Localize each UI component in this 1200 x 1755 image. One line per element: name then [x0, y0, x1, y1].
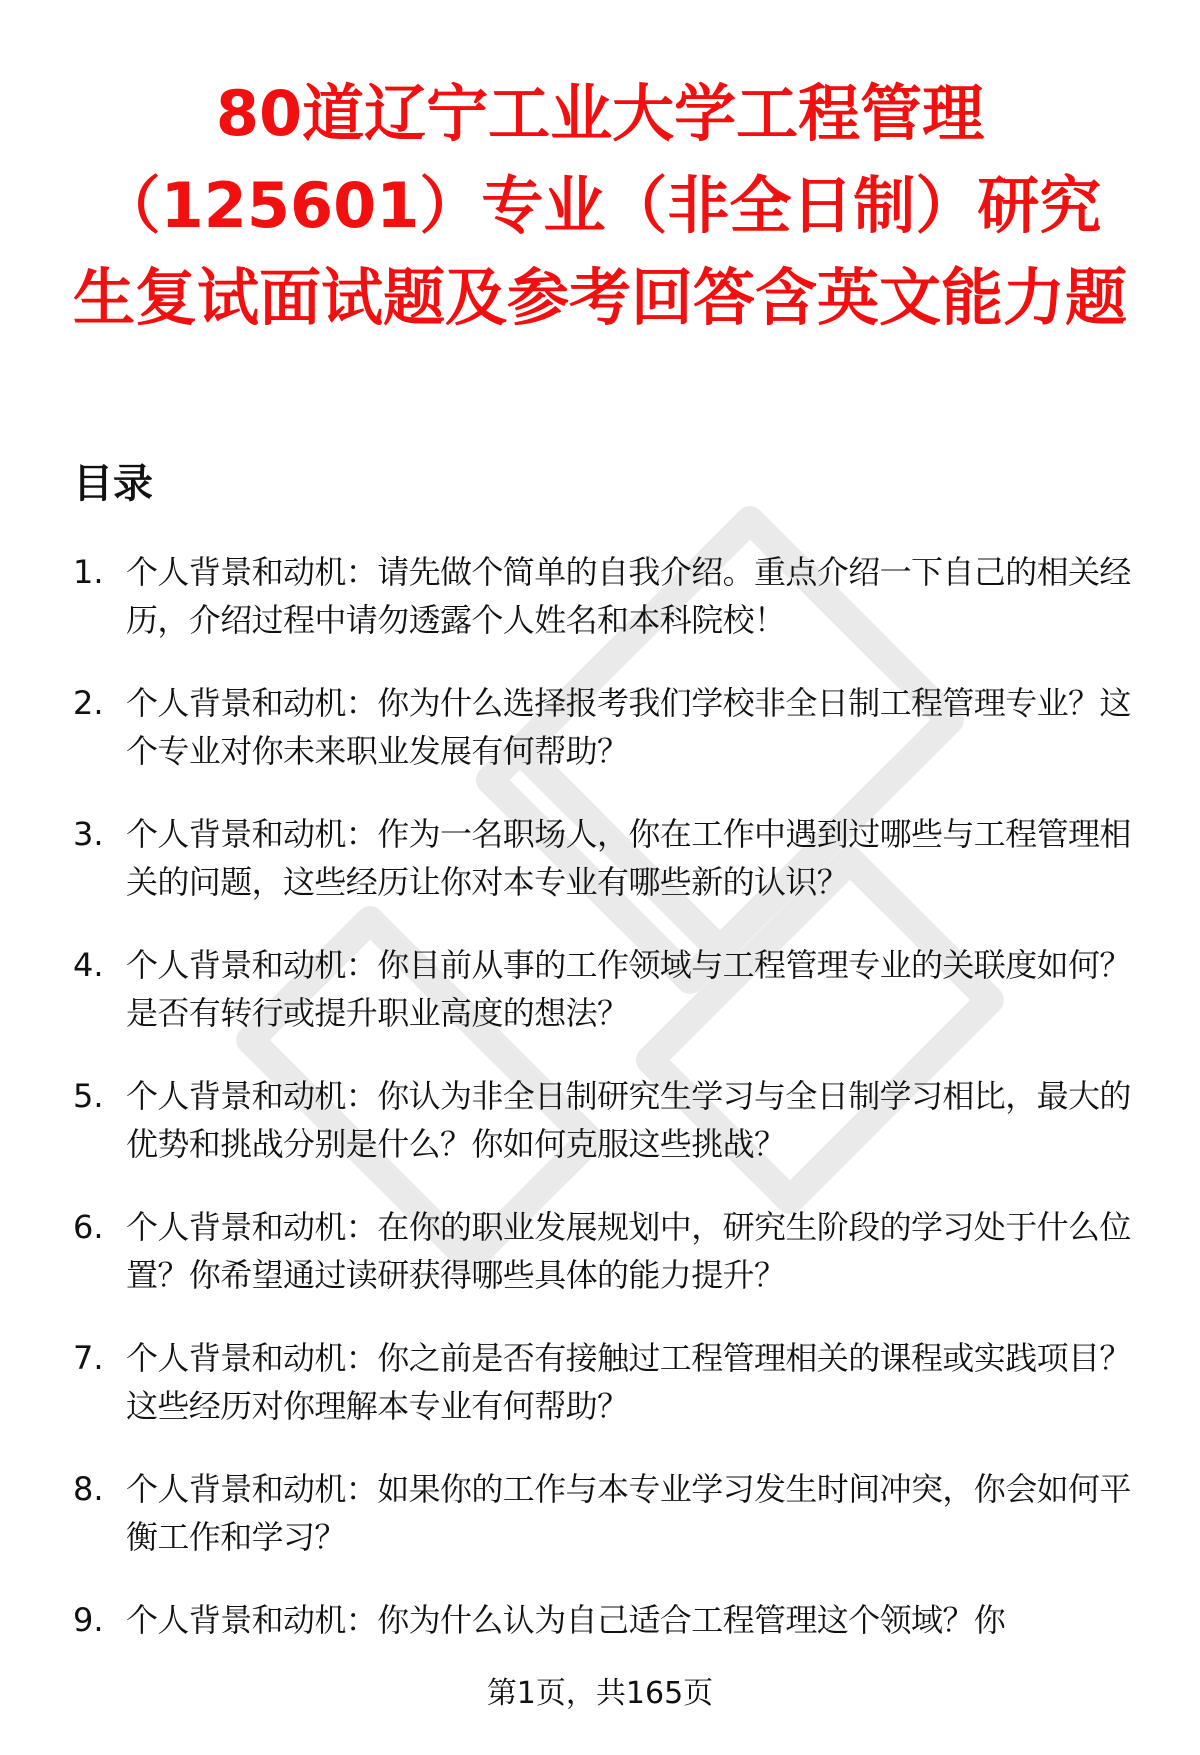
toc-item-number: 9.: [73, 1601, 104, 1639]
toc-item-text: 个人背景和动机：你为什么认为自己适合工程管理这个领域？你: [126, 1601, 1006, 1639]
toc-item-1[interactable]: [0, 548, 1200, 679]
toc-item-4[interactable]: [0, 941, 1200, 1072]
toc-item-5[interactable]: [0, 1072, 1200, 1203]
toc-item-number: 4.: [73, 946, 104, 984]
toc-item-7[interactable]: [0, 1334, 1200, 1465]
toc-item-number: 1.: [73, 553, 104, 591]
page-footer: 第1页，共165页: [486, 1676, 714, 1711]
toc-item-3[interactable]: [0, 810, 1200, 941]
toc-item-text: 个人背景和动机：作为一名职场人，你在工作中遇到过哪些与工程管理相关的问题，这些经历让你对本专业有哪些新的认识？: [126, 815, 1131, 901]
toc-list: [0, 548, 1200, 1727]
document-title: 80道辽宁工业大学工程管理（125601）专业（非全日制）研究生复试面试题及参考回答含英文能力题: [72, 77, 1127, 334]
toc-item-8[interactable]: [0, 1465, 1200, 1596]
toc-item-text: 个人背景和动机：你之前是否有接触过工程管理相关的课程或实践项目？这些经历对你理解本专业有何帮助？: [126, 1339, 1131, 1425]
toc-item-2[interactable]: [0, 679, 1200, 810]
toc-item-number: 6.: [73, 1208, 104, 1246]
toc-item-number: 2.: [73, 684, 104, 722]
toc-item-text: 个人背景和动机：请先做个简单的自我介绍。重点介绍一下自己的相关经历，介绍过程中请勿透露个人姓名和本科院校！: [126, 553, 1131, 639]
toc-item-text: 个人背景和动机：在你的职业发展规划中，研究生阶段的学习处于什么位置？你希望通过读研获得哪些具体的能力提升？: [126, 1208, 1131, 1294]
toc-item-number: 5.: [73, 1077, 104, 1115]
toc-item-number: 8.: [73, 1470, 104, 1508]
toc-item-text: 个人背景和动机：如果你的工作与本专业学习发生时间冲突，你会如何平衡工作和学习？: [126, 1470, 1131, 1556]
toc-item-6[interactable]: [0, 1203, 1200, 1334]
toc-item-number: 7.: [73, 1339, 104, 1377]
toc-item-text: 个人背景和动机：你认为非全日制研究生学习与全日制学习相比，最大的优势和挑战分别是什么？你如何克服这些挑战？: [126, 1077, 1131, 1163]
toc-item-number: 3.: [73, 815, 104, 853]
toc-heading: 目录: [73, 461, 153, 507]
toc-item-text: 个人背景和动机：你目前从事的工作领域与工程管理专业的关联度如何？是否有转行或提升职业高度的想法？: [126, 946, 1131, 1032]
toc-item-text: 个人背景和动机：你为什么选择报考我们学校非全日制工程管理专业？这个专业对你未来职业发展有何帮助？: [126, 684, 1131, 770]
